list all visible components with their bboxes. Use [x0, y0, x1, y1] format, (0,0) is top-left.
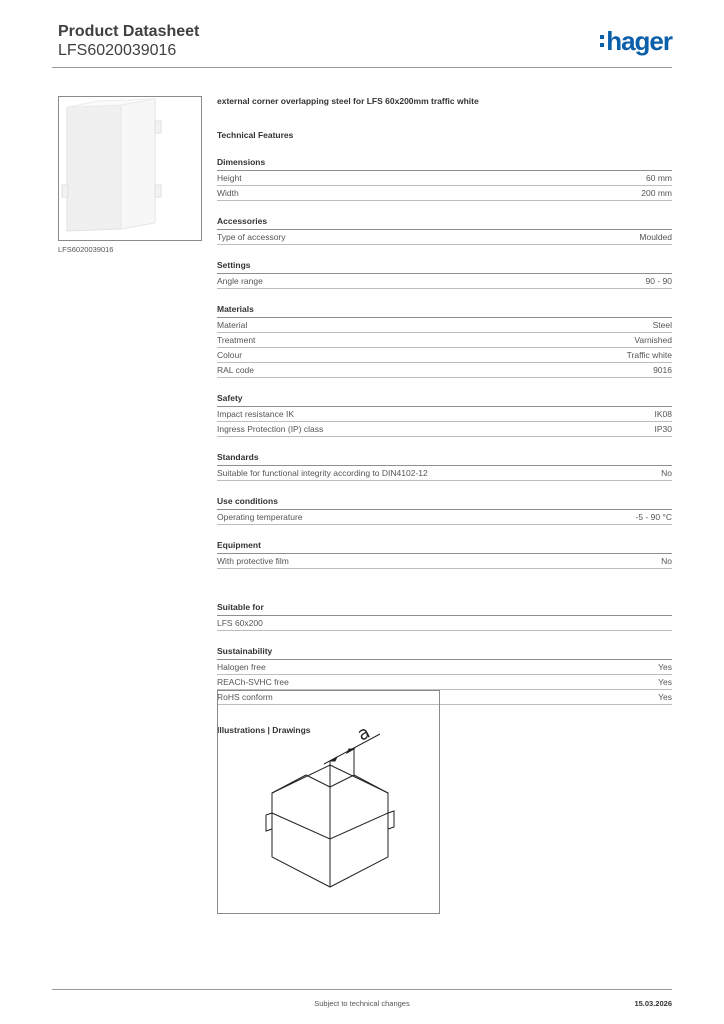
section-title: Sustainability	[217, 645, 672, 660]
spec-label: RoHS conform	[217, 692, 273, 702]
spec-value: 200 mm	[641, 188, 672, 198]
spec-label: Angle range	[217, 276, 263, 286]
section-title: Standards	[217, 451, 672, 466]
spec-row	[217, 171, 672, 186]
spec-row	[217, 230, 672, 245]
logo-text: hager	[606, 26, 672, 56]
hager-logo	[600, 28, 672, 54]
spec-value: Yes	[658, 692, 672, 702]
spec-row	[217, 510, 672, 525]
spec-label: RAL code	[217, 365, 255, 375]
section-suitable-for	[217, 601, 672, 631]
section-title: Settings	[217, 259, 672, 274]
spec-value: No	[661, 556, 672, 566]
logo-dots-icon	[600, 35, 604, 47]
spec-label: Impact resistance IK	[217, 409, 295, 419]
spec-label: With protective film	[217, 556, 289, 566]
section-title: Materials	[217, 303, 672, 318]
spec-row	[217, 422, 672, 437]
section-safety	[217, 392, 672, 437]
spec-value: 60 mm	[646, 173, 672, 183]
product-description: external corner overlapping steel for LFS 60x200mm traffic white	[217, 96, 479, 106]
footer-date: 15.03.2026	[634, 999, 672, 1008]
spec-value: Moulded	[639, 232, 672, 242]
spec-value: 9016	[653, 365, 672, 375]
section-use-conditions	[217, 495, 672, 525]
spec-value: Steel	[652, 320, 672, 330]
spec-row	[217, 318, 672, 333]
spec-label: Type of accessory	[217, 232, 286, 242]
header-divider	[52, 67, 672, 68]
spec-row	[217, 333, 672, 348]
technical-drawing	[217, 690, 440, 914]
spec-value: Yes	[658, 677, 672, 687]
section-title: Safety	[217, 392, 672, 407]
spec-value: IK08	[654, 409, 672, 419]
section-equipment	[217, 539, 672, 569]
spec-label: Material	[217, 320, 248, 330]
section-materials	[217, 303, 672, 378]
section-accessories	[217, 215, 672, 245]
technical-content	[217, 96, 672, 737]
spec-value: No	[661, 468, 672, 478]
section-title: Suitable for	[217, 601, 672, 616]
spec-label: Halogen free	[217, 662, 266, 672]
spec-label: Suitable for functional integrity according to DIN4102-12	[217, 468, 428, 478]
section-dimensions	[217, 156, 672, 201]
spec-value: -5 - 90 °C	[635, 512, 672, 522]
document-title: Product Datasheet	[58, 23, 200, 40]
spec-row	[217, 675, 672, 690]
spec-row	[217, 616, 672, 631]
spec-label: REACh-SVHC free	[217, 677, 289, 687]
spec-row	[217, 363, 672, 378]
document-header	[58, 22, 199, 60]
spec-label: LFS 60x200	[217, 618, 263, 628]
feature-sections	[217, 156, 672, 569]
technical-features-heading: Technical Features	[217, 130, 294, 140]
photo-caption: LFS6020039016	[58, 245, 114, 254]
illustrations-heading: Illustrations | Drawings	[217, 725, 311, 735]
section-standards	[217, 451, 672, 481]
section-title: Dimensions	[217, 156, 672, 171]
product-code: LFS6020039016	[58, 42, 177, 59]
spec-row	[217, 274, 672, 289]
spec-row	[217, 554, 672, 569]
spec-value: Varnished	[634, 335, 672, 345]
spec-value: 90 - 90	[645, 276, 672, 286]
spec-value: IP30	[654, 424, 672, 434]
spec-value: Traffic white	[626, 350, 672, 360]
corner-drawing-svg	[218, 691, 439, 913]
spec-row	[217, 660, 672, 675]
spec-label: Width	[217, 188, 239, 198]
product-photo	[58, 96, 202, 241]
product-corner-image	[59, 97, 201, 240]
spec-row	[217, 348, 672, 363]
spec-row	[217, 186, 672, 201]
section-title: Equipment	[217, 539, 672, 554]
spec-label: Treatment	[217, 335, 256, 345]
spec-row	[217, 407, 672, 422]
dimension-label: a	[354, 721, 374, 746]
spec-label: Ingress Protection (IP) class	[217, 424, 324, 434]
spec-label: Height	[217, 173, 242, 183]
spec-label: Colour	[217, 350, 243, 360]
spec-row	[217, 466, 672, 481]
footer-note: Subject to technical changes	[314, 999, 410, 1008]
section-settings	[217, 259, 672, 289]
section-title: Use conditions	[217, 495, 672, 510]
section-title: Accessories	[217, 215, 672, 230]
spec-value: Yes	[658, 662, 672, 672]
footer-divider	[52, 989, 672, 990]
spec-label: Operating temperature	[217, 512, 303, 522]
